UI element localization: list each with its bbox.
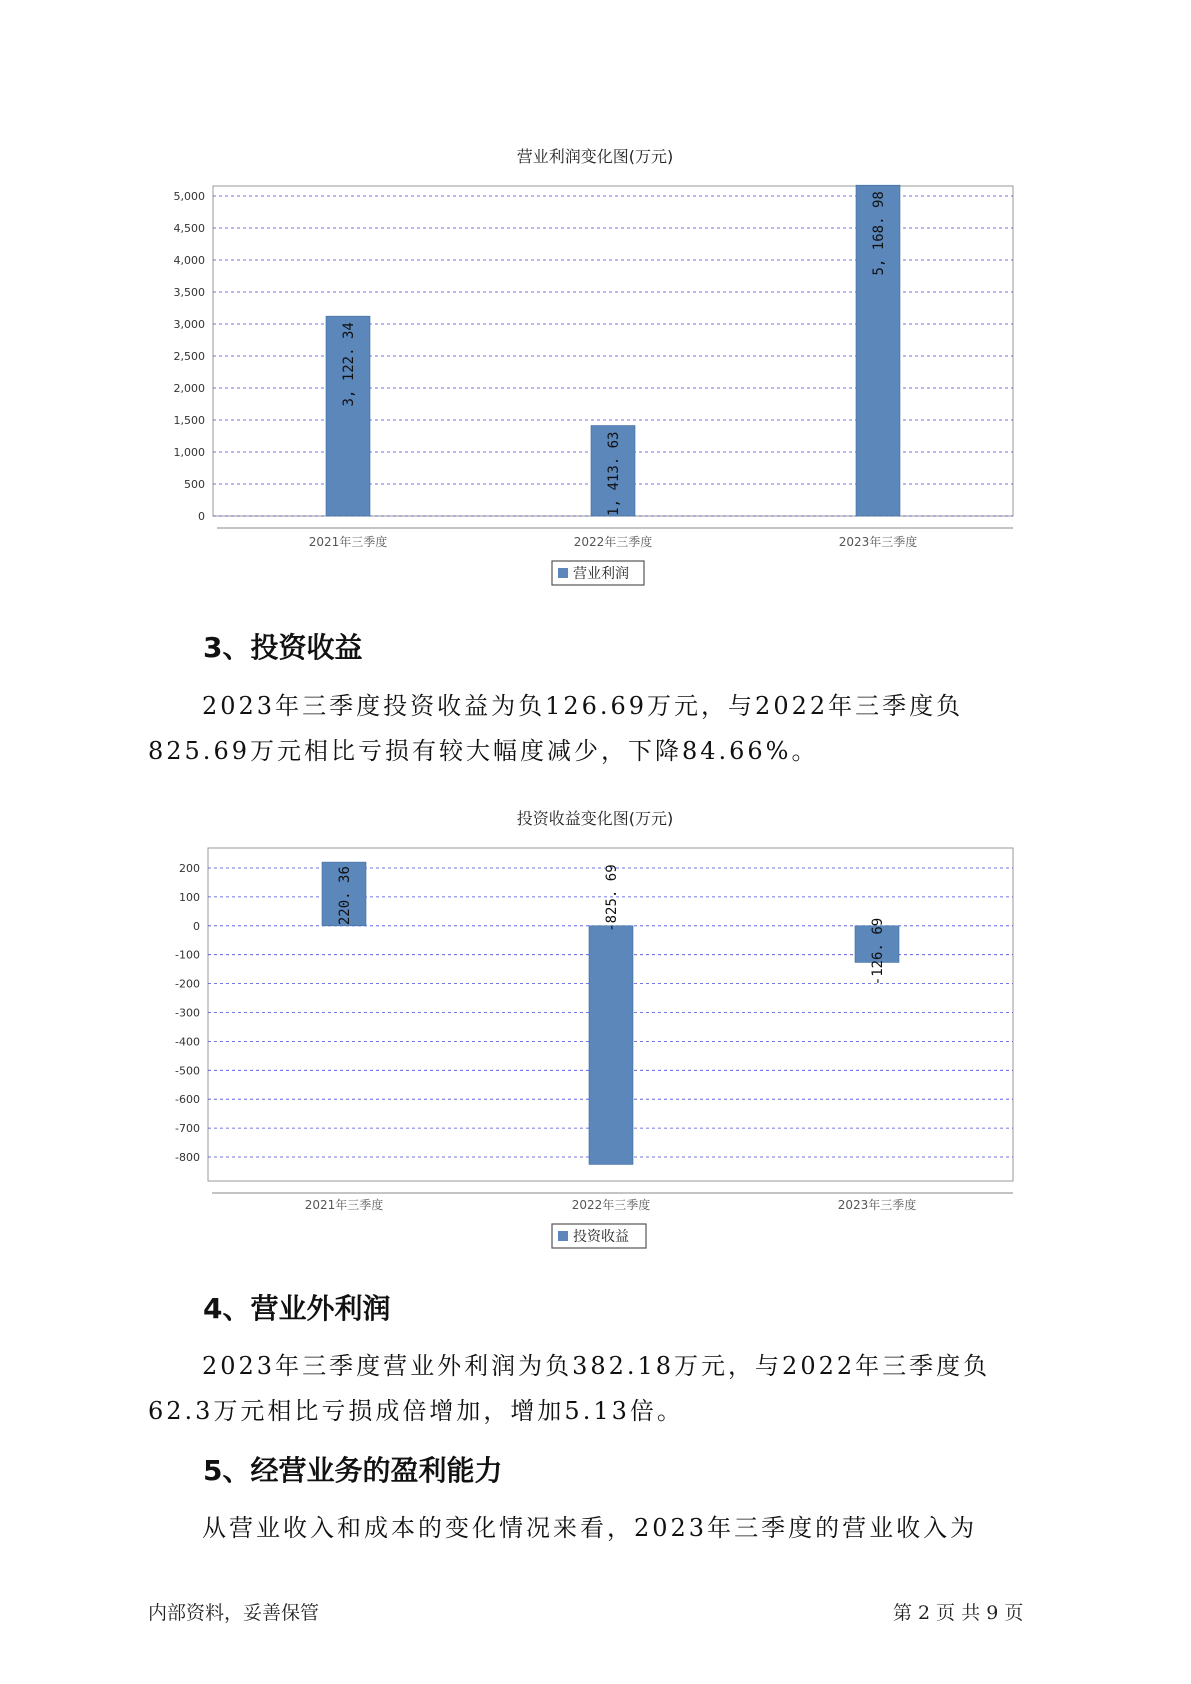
section-5-paragraph: 从营业收入和成本的变化情况来看，2023年三季度的营业收入为 (202, 1514, 978, 1542)
bar-data-label: -825. 69 (604, 864, 620, 932)
bar (589, 926, 633, 1165)
y-tick-label: -400 (175, 1035, 200, 1049)
y-tick-label: -300 (175, 1006, 200, 1020)
x-category-label: 2023年三季度 (838, 535, 918, 549)
y-tick-label: 1,000 (173, 446, 205, 459)
y-tick-label: -500 (175, 1064, 200, 1078)
y-tick-label: -800 (175, 1151, 200, 1164)
y-tick-label: 3,000 (173, 318, 205, 331)
bar-data-label: 5, 168. 98 (871, 191, 887, 276)
y-tick-label: 2,500 (173, 350, 205, 363)
chart-title: 营业利润变化图(万元) (516, 147, 674, 166)
chart-legend (552, 1224, 646, 1248)
section-4-heading: 4、营业外利润 (203, 1292, 391, 1325)
legend-label: 投资收益 (573, 1229, 629, 1245)
y-tick-label: 2,000 (173, 382, 205, 395)
x-category-label: 2023年三季度 (837, 1198, 917, 1212)
section-3-heading: 3、投资收益 (203, 631, 363, 664)
bar-data-label: 1, 413. 63 (606, 431, 622, 516)
bar-data-label: 220. 36 (337, 866, 353, 926)
x-category-label: 2021年三季度 (304, 1198, 384, 1212)
y-tick-label: -100 (175, 948, 200, 962)
footer-confidential-note: 内部资料，妥善保管 (148, 1602, 320, 1624)
y-tick-label: 3,500 (173, 286, 205, 299)
y-tick-label: -700 (175, 1122, 200, 1136)
y-tick-label: 500 (184, 478, 205, 491)
y-tick-label: 0 (193, 919, 200, 933)
y-tick-label: 5,000 (173, 190, 205, 203)
chart-title: 投资收益变化图(万元) (516, 809, 674, 828)
section-5-heading: 5、经营业务的盈利能力 (203, 1454, 503, 1487)
x-category-label: 2022年三季度 (573, 535, 653, 549)
y-tick-label: 100 (179, 890, 200, 904)
legend-swatch (558, 1231, 568, 1241)
x-category-label: 2022年三季度 (571, 1198, 651, 1212)
y-tick-label: -600 (175, 1093, 200, 1107)
y-tick-label: 4,500 (173, 222, 205, 235)
legend-label: 营业利润 (573, 566, 629, 582)
y-tick-label: 1,500 (173, 414, 205, 427)
y-tick-label: 0 (198, 510, 205, 523)
section-4-paragraph: 2023年三季度营业外利润为负382.18万元，与2022年三季度负62.3万元相比亏损成倍增加，增加5.13倍。 (148, 1352, 991, 1425)
bar-data-label: -126. 69 (870, 917, 886, 986)
y-tick-label: 4,000 (173, 254, 205, 267)
y-tick-label: 200 (179, 862, 200, 875)
x-category-label: 2021年三季度 (308, 535, 388, 549)
footer-page-number: 第 2 页 共 9 页 (893, 1602, 1024, 1624)
section-3-paragraph: 2023年三季度投资收益为负126.69万元，与2022年三季度负825.69万元相比亏损有较大幅度减少，下降84.66%。 (148, 692, 964, 765)
bar-data-label: 3, 122. 34 (341, 322, 357, 407)
y-tick-label: -200 (175, 977, 200, 991)
